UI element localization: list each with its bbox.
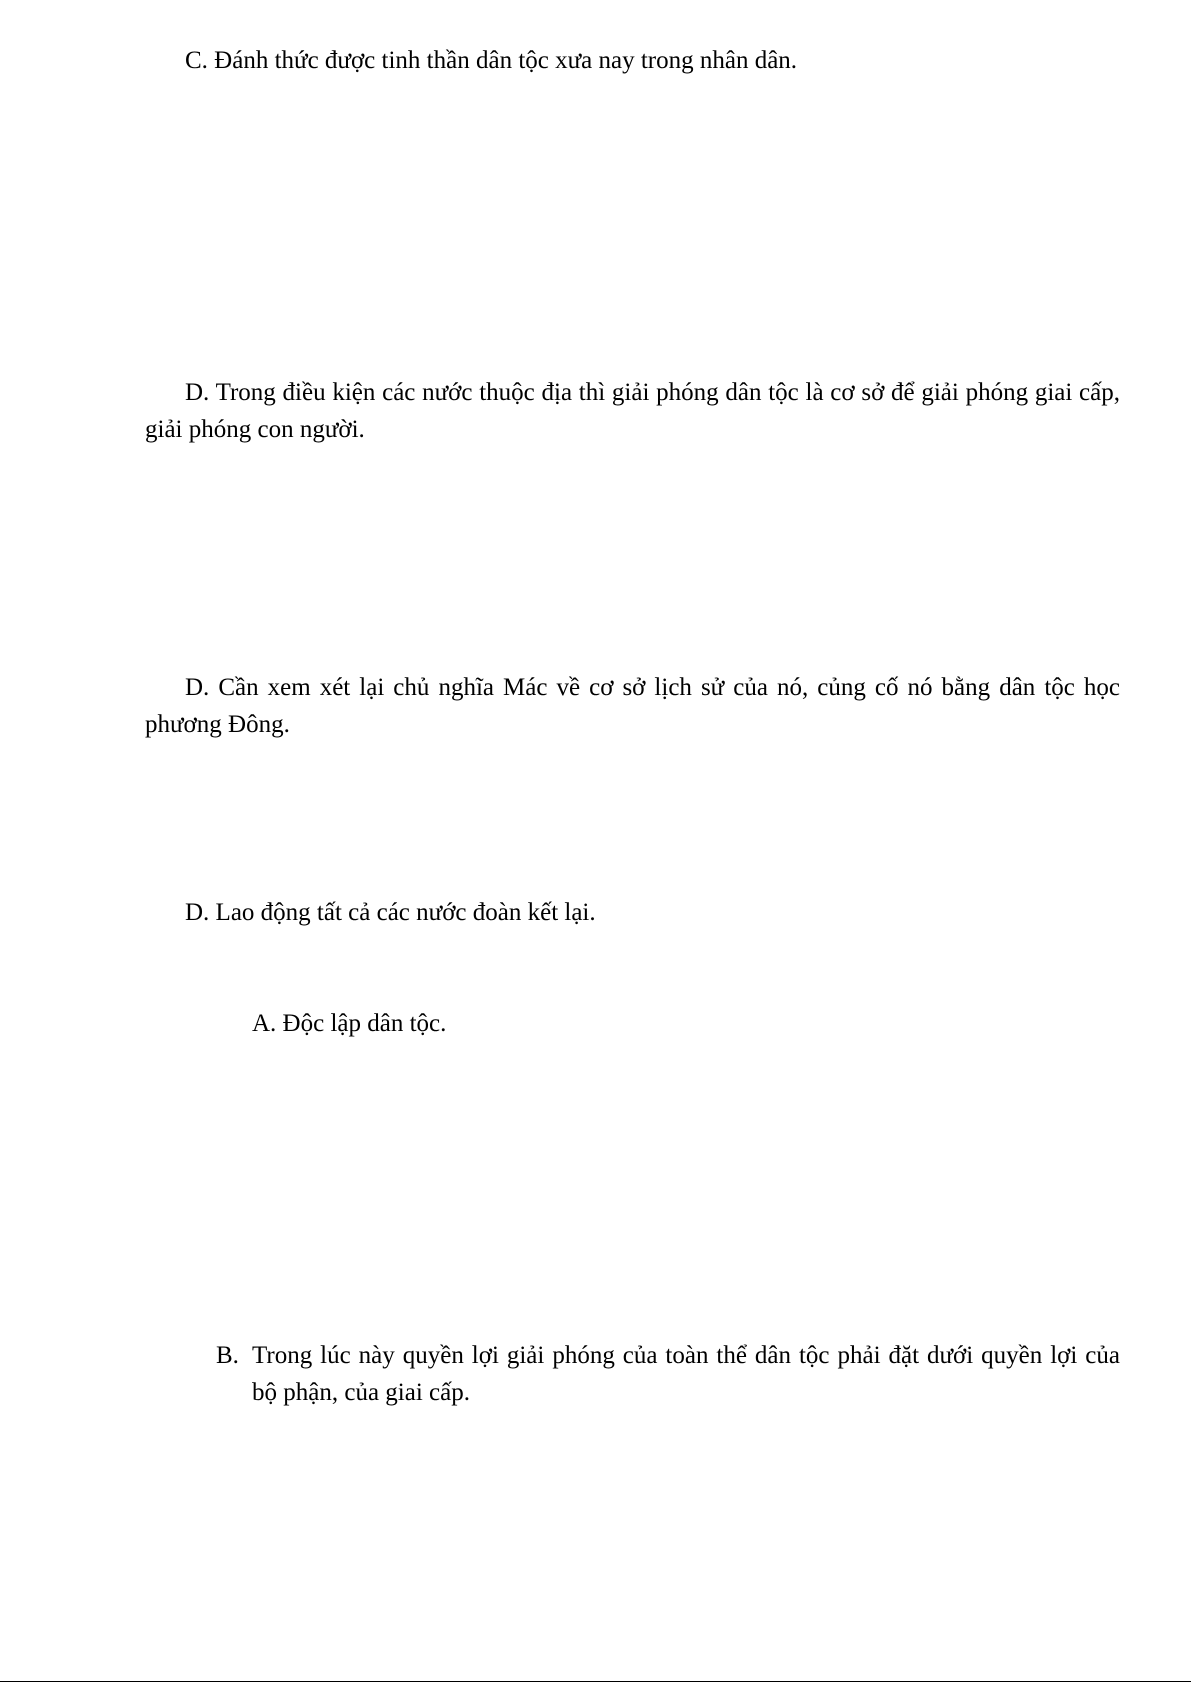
page-bottom-rule: [0, 1681, 1191, 1682]
option-label: B.: [216, 1342, 239, 1369]
option-c-national-spirit: C. Đánh thức được tinh thần dân tộc xưa nay trong nhân dân.: [185, 47, 798, 74]
option-d-workers-unite: D. Lao động tất cả các nước đoàn kết lại.: [185, 899, 596, 926]
option-d-review-marxism: D. Cần xem xét lại chủ nghĩa Mác về cơ sở lịch sử của nó, củng cố nó bằng dân tộc học phương Đông.: [145, 674, 1120, 738]
option-d-national-liberation: D. Trong điều kiện các nước thuộc địa thì giải phóng dân tộc là cơ sở để giải phóng giai cấp, giải phóng con người.: [145, 379, 1120, 443]
option-b-liberation-rights: [216, 1337, 1120, 1417]
option-a-national-independence: A. Độc lập dân tộc.: [252, 1010, 447, 1037]
option-text: Trong lúc này quyền lợi giải phóng của toàn thể dân tộc phải đặt dưới quyền lợi của bộ phận, của giai cấp.: [252, 1342, 1120, 1406]
